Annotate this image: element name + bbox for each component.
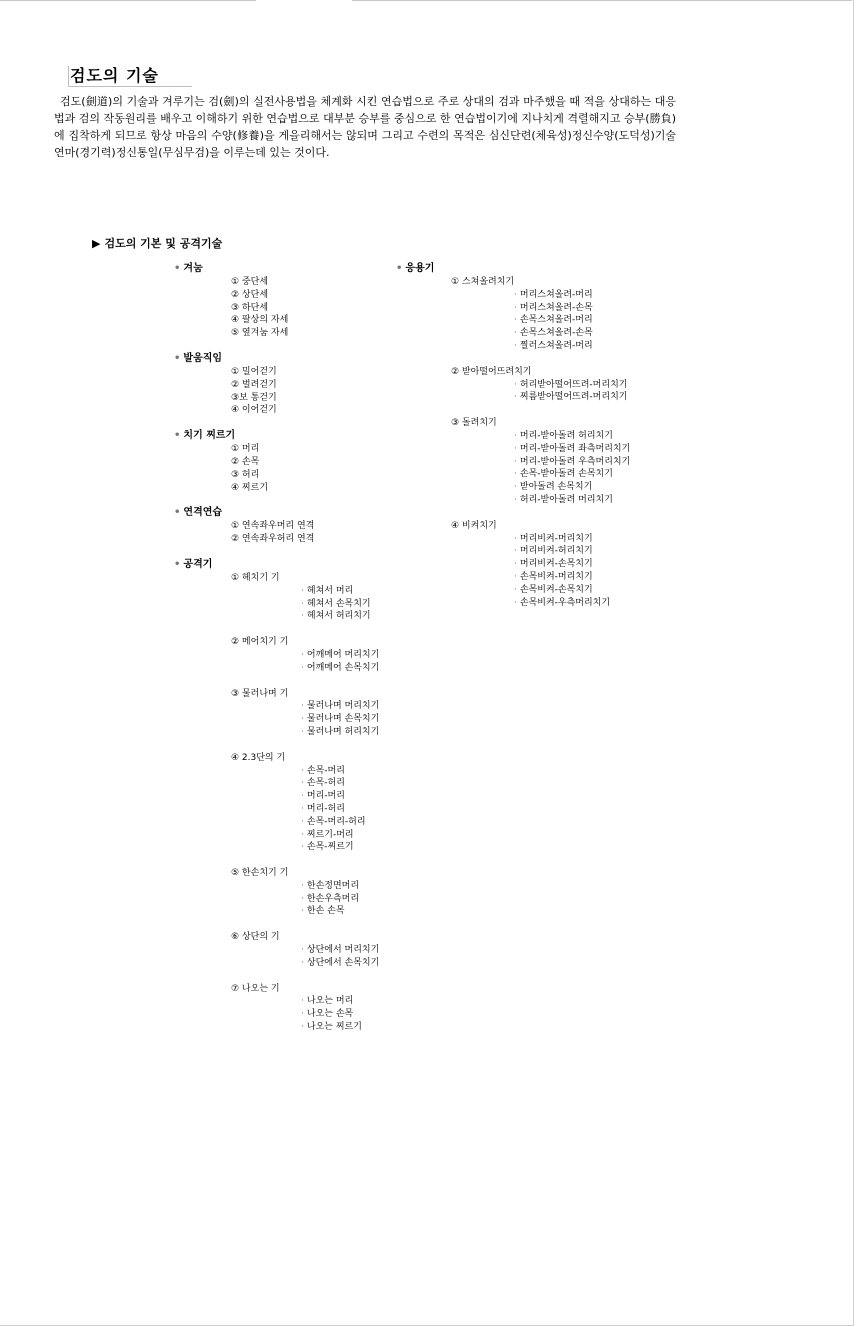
- list-item: · 손목비켜-우측머리치기: [514, 597, 611, 608]
- attack-group-title: ⑦ 나오는 기: [231, 983, 280, 994]
- attack-group-title: ⑥ 상단의 기: [231, 932, 280, 943]
- category-title: 응용기: [405, 263, 435, 274]
- category-strikes: [174, 429, 379, 443]
- top-rule-right: [352, 0, 852, 1]
- list-item: · 물러나며 머리치기: [301, 701, 380, 712]
- list-item: · 머리비켜-머리치기: [514, 533, 593, 544]
- list-item: · 찌르기-머리: [301, 829, 354, 840]
- list-item: · 손목스쳐올려-손목: [514, 328, 593, 339]
- attack-group-list: [301, 700, 379, 738]
- list-item: · 상단에서 손목치기: [301, 957, 380, 968]
- category-title: 공격기: [183, 558, 213, 570]
- list-item: · 머리스쳐올려-손목: [514, 302, 593, 313]
- applied-group-title: ③ 돌려치기: [451, 418, 497, 429]
- footwork-list: [231, 366, 379, 417]
- list-item: ① 머리: [231, 444, 260, 455]
- list-item: · 물러나며 손목치기: [301, 714, 380, 725]
- list-item: · 헤쳐서 손목치기: [301, 598, 371, 609]
- applied-group-list: [514, 289, 630, 353]
- list-item: · 헤쳐서 허리치기: [301, 611, 371, 622]
- attack-group-list: [301, 585, 379, 623]
- applied-group-list: [514, 533, 630, 610]
- list-item: · 어깨메어 머리치기: [301, 649, 380, 660]
- list-item: · 한손 손목: [301, 906, 345, 917]
- list-item: ① 연속좌우머리 연격: [231, 521, 315, 532]
- applied-techniques-column: [396, 262, 630, 609]
- top-rule-left: [0, 0, 256, 1]
- bullet-dot-icon: •: [174, 263, 181, 274]
- category-footwork: [174, 352, 379, 366]
- list-item: · 찌름받아떨어뜨려-머리치기: [514, 392, 628, 403]
- list-item: · 받아돌려 손목치기: [514, 482, 593, 493]
- applied-group-title: ④ 비켜치기: [451, 520, 497, 531]
- list-item: · 손목스쳐올려-머리: [514, 315, 593, 326]
- attack-group-title: ③ 물러나며 기: [231, 688, 289, 699]
- list-item: · 손목-머리: [301, 765, 345, 776]
- list-item: ③ 하단세: [231, 302, 269, 313]
- list-item: · 머리비켜-허리치기: [514, 546, 593, 557]
- list-item: · 머리스쳐올려-머리: [514, 289, 593, 300]
- list-item: ③보 통걷기: [231, 392, 277, 403]
- category-attack: [174, 558, 379, 572]
- category-combo: [174, 506, 379, 520]
- category-title: 연격연습: [183, 507, 223, 519]
- applied-group-list: [514, 379, 630, 405]
- list-item: ④ 찌르기: [231, 482, 269, 493]
- list-item: ② 벌려걷기: [231, 379, 277, 390]
- list-item: ④ 이어걷기: [231, 405, 277, 416]
- list-item: ② 연속좌우허리 연격: [231, 534, 315, 545]
- bullet-dot-icon: •: [174, 507, 181, 519]
- list-item: ④ 팔상의 자세: [231, 315, 289, 326]
- list-item: · 머리-머리: [301, 791, 345, 802]
- list-item: · 나오는 손목: [301, 1009, 354, 1020]
- list-item: ③ 허리: [231, 469, 260, 480]
- category-title: 겨눔: [183, 263, 203, 274]
- list-item: · 어깨메어 손목치기: [301, 662, 380, 673]
- list-item: · 손목-받아돌려 손목치기: [514, 469, 613, 480]
- list-item: ① 밀어걷기: [231, 366, 277, 377]
- list-item: · 한손우측머리: [301, 893, 360, 904]
- list-item: · 손목비켜-머리치기: [514, 571, 593, 582]
- list-item: · 나오는 찌르기: [301, 1022, 362, 1033]
- list-item: · 손목-찌르기: [301, 842, 354, 853]
- applied-group-list: [514, 430, 630, 507]
- list-item: · 나오는 머리: [301, 996, 354, 1007]
- list-item: ② 상단세: [231, 289, 269, 300]
- category-title: 발움직임: [183, 352, 223, 364]
- triangle-arrow-icon: ▶: [92, 237, 101, 250]
- applied-group-title: ① 스쳐올려치기: [451, 277, 515, 287]
- list-item: · 머리-받아돌려 좌측머리치기: [514, 443, 631, 454]
- list-item: · 손목-허리: [301, 778, 345, 789]
- basic-techniques-column: [174, 262, 379, 1034]
- bullet-dot-icon: •: [174, 430, 181, 442]
- applied-group-title: ② 받아떨어뜨려치기: [451, 366, 532, 377]
- list-item: · 머리-받아돌려 허리치기: [514, 430, 613, 441]
- attack-group-title: ⑤ 한손치기 기: [231, 868, 289, 879]
- combo-list: [231, 520, 379, 546]
- list-item: · 허리받아떨어뜨려-머리치기: [514, 379, 628, 390]
- section-heading: [92, 236, 222, 252]
- attack-group-list: [301, 649, 379, 675]
- list-item: · 물러나며 허리치기: [301, 726, 380, 737]
- list-item: · 한손정면머리: [301, 880, 360, 891]
- section-heading-text: 검도의 기본 및 공격기술: [104, 237, 223, 250]
- strikes-list: [231, 443, 379, 494]
- attack-group-list: [301, 995, 379, 1033]
- attack-group-title: ① 헤치기 기: [231, 572, 280, 583]
- bullet-dot-icon: •: [174, 558, 181, 570]
- category-stance: [174, 262, 379, 276]
- list-item: ② 손목: [231, 456, 260, 467]
- list-item: ① 중단세: [231, 277, 269, 287]
- stance-list: [231, 276, 379, 340]
- list-item: · 머리-받아돌려 우측머리치기: [514, 456, 631, 467]
- bullet-dot-icon: •: [174, 352, 181, 364]
- attack-group-title: ④ 2.3단의 기: [231, 752, 286, 763]
- list-item: · 손목-머리-허리: [301, 816, 366, 827]
- list-item: · 상단에서 머리치기: [301, 945, 380, 956]
- attack-group-title: ② 메어치기 기: [231, 637, 289, 648]
- document-title: 검도의 기술: [68, 66, 192, 87]
- list-item: · 헤쳐서 머리: [301, 585, 354, 596]
- bullet-dot-icon: •: [396, 263, 403, 274]
- intro-paragraph: 검도(劍道)의 기술과 겨루기는 검(劍)의 실전사용법을 체계화 시킨 연습법으로 주로 상대의 검과 마주했을 때 적을 상대하는 대응법과 검의 작동원리를 배우고 이해하기 위한 연습법으로 대부분 승부를 중심으로 한 연습법이기에 지나치게 격렬해지고 승부(勝負)에 집착하게 되므로 항상 마음의 수양(修養)을 게을리해서는 않되며 그리고 수련의 목적은 심신단련(체육성)정신수양(도덕성)기술연마(경기력)정신통일(무심무검)을 이루는데 있는 것이다.: [54, 95, 676, 159]
- list-item: · 허리-받아돌려 머리치기: [514, 494, 613, 505]
- list-item: · 머리-허리: [301, 803, 345, 814]
- list-item: · 손목비켜-손목치기: [514, 584, 593, 595]
- category-title: 치기 찌르기: [183, 430, 236, 442]
- list-item: ⑤ 옆겨눔 자세: [231, 328, 289, 339]
- category-applied: [396, 262, 630, 276]
- attack-group-list: [301, 944, 379, 970]
- attack-group-list: [301, 765, 379, 855]
- attack-group-list: [301, 880, 379, 918]
- list-item: · 머리비켜-손목치기: [514, 559, 593, 570]
- list-item: · 찔러스쳐올려-머리: [514, 340, 593, 351]
